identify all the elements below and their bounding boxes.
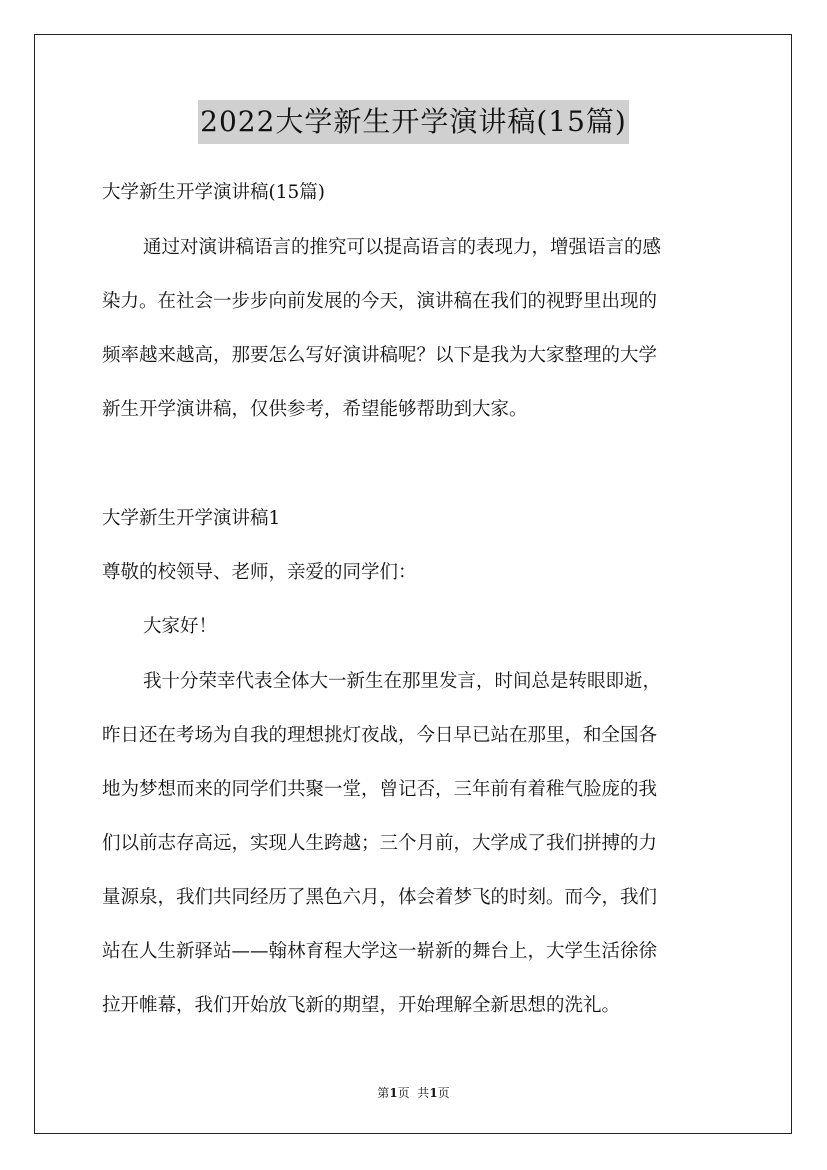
document-title: 2022大学新生开学演讲稿(15篇) [198, 100, 629, 144]
body-line-7: 拉开帷幕，我们开始放飞新的期望，开始理解全新思想的洗礼。 [102, 995, 621, 1016]
page-footer [0, 1084, 827, 1101]
document-subtitle: 大学新生开学演讲稿(15篇) [102, 182, 325, 203]
intro-line-2: 染力。在社会一步步向前发展的今天，演讲稿在我们的视野里出现的 [102, 291, 658, 312]
intro-line-3: 频率越来越高，那要怎么写好演讲稿呢？以下是我为大家整理的大学 [102, 345, 658, 366]
intro-line-1: 通过对演讲稿语言的推究可以提高语言的表现力，增强语言的感 [143, 237, 662, 258]
body-line-4: 们以前志存高远，实现人生跨越；三个月前，大学成了我们拼搏的力 [102, 833, 658, 854]
body-line-5: 量源泉，我们共同经历了黑色六月，体会着梦飞的时刻。而今，我们 [102, 887, 658, 908]
footer-mid: 页 共 [397, 1086, 430, 1100]
footer-total-pages: 1 [429, 1086, 438, 1100]
footer-suffix: 页 [437, 1086, 450, 1100]
title-container [0, 100, 827, 144]
body-line-6: 站在人生新驿站——翰林育程大学这一崭新的舞台上，大学生活徐徐 [102, 941, 658, 962]
footer-page-number: 1 [389, 1086, 398, 1100]
section-heading: 大学新生开学演讲稿1 [102, 508, 281, 529]
body-line-1: 我十分荣幸代表全体大一新生在那里发言，时间总是转眼即逝， [143, 671, 662, 692]
body-line-2: 昨日还在考场为自我的理想挑灯夜战，今日早已站在那里，和全国各 [102, 725, 658, 746]
body-line-3: 地为梦想而来的同学们共聚一堂，曾记否，三年前有着稚气脸庞的我 [102, 779, 658, 800]
intro-line-4: 新生开学演讲稿，仅供参考，希望能够帮助到大家。 [102, 399, 528, 420]
footer-prefix: 第 [377, 1086, 390, 1100]
salutation: 尊敬的校领导、老师，亲爱的同学们： [102, 562, 417, 583]
greeting: 大家好！ [143, 616, 218, 637]
